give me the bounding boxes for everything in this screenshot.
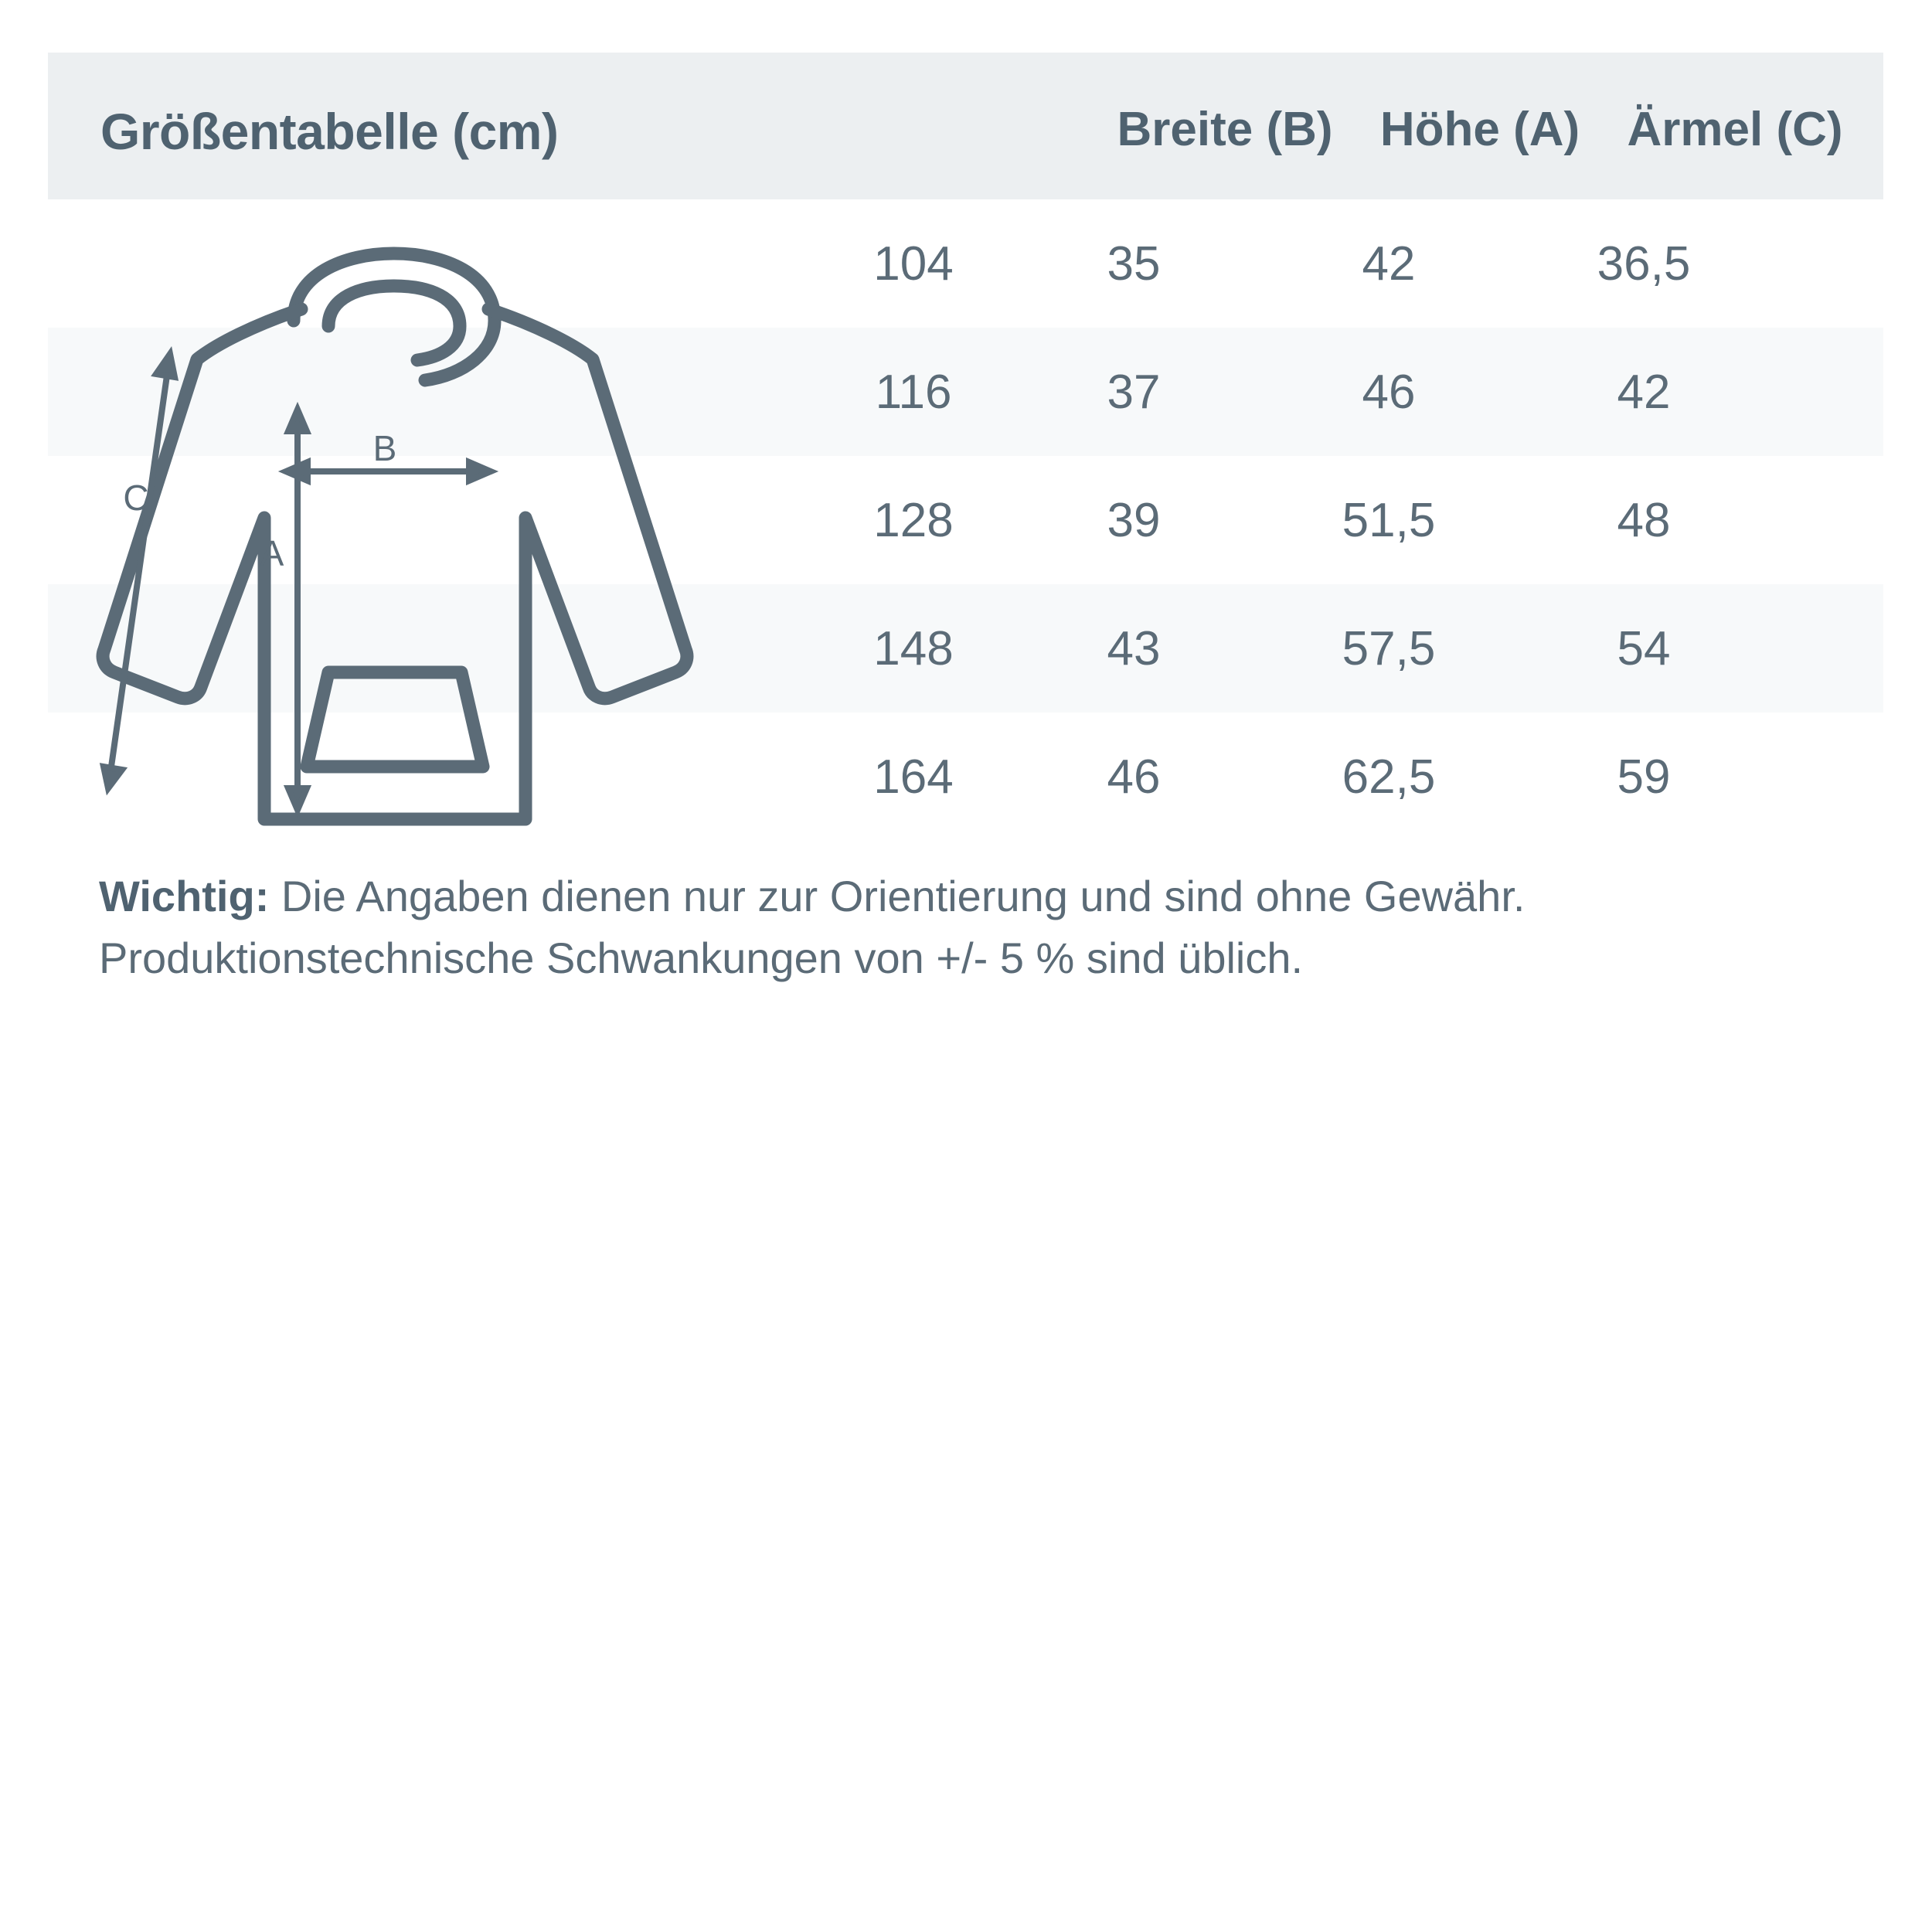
cell-breite: 46 [1107, 750, 1161, 804]
cell-breite: 37 [1107, 365, 1161, 419]
cell-breite: 39 [1107, 493, 1161, 547]
diagram-label-c: C [123, 478, 149, 518]
cell-size: 116 [875, 365, 952, 419]
cell-aermel: 54 [1617, 621, 1671, 675]
cell-hoehe: 62,5 [1342, 750, 1436, 804]
cell-breite: 43 [1107, 621, 1161, 675]
cell-aermel: 48 [1617, 493, 1671, 547]
cell-size: 164 [873, 750, 954, 804]
cell-breite: 35 [1107, 236, 1161, 291]
cell-hoehe: 51,5 [1342, 493, 1436, 547]
cell-size: 128 [873, 493, 954, 547]
cell-hoehe: 57,5 [1342, 621, 1436, 675]
cell-aermel: 36,5 [1597, 236, 1691, 291]
page-title: Größentabelle (cm) [100, 103, 559, 160]
cell-size: 104 [873, 236, 954, 291]
cell-aermel: 59 [1617, 750, 1671, 804]
disclaimer-text: Die Angaben dienen nur zur Orientierung und sind ohne Gewähr. Produktionstechnische Schwankungen von +/- 5 % sind üblich. [99, 872, 1526, 982]
cell-aermel: 42 [1617, 365, 1671, 419]
cell-hoehe: 46 [1362, 365, 1416, 419]
diagram-label-b: B [372, 428, 397, 468]
cell-size: 148 [873, 621, 954, 675]
disclaimer-note [99, 866, 1861, 988]
disclaimer-lead: Wichtig: [99, 872, 270, 920]
cell-hoehe: 42 [1362, 236, 1416, 291]
column-header-aermel: Ärmel (C) [1627, 103, 1843, 156]
diagram-label-a: A [260, 533, 284, 573]
column-header-hoehe: Höhe (A) [1379, 103, 1580, 156]
table-column-headers [912, 102, 1886, 157]
hoodie-diagram [62, 216, 781, 835]
column-header-breite: Breite (B) [1117, 103, 1333, 156]
